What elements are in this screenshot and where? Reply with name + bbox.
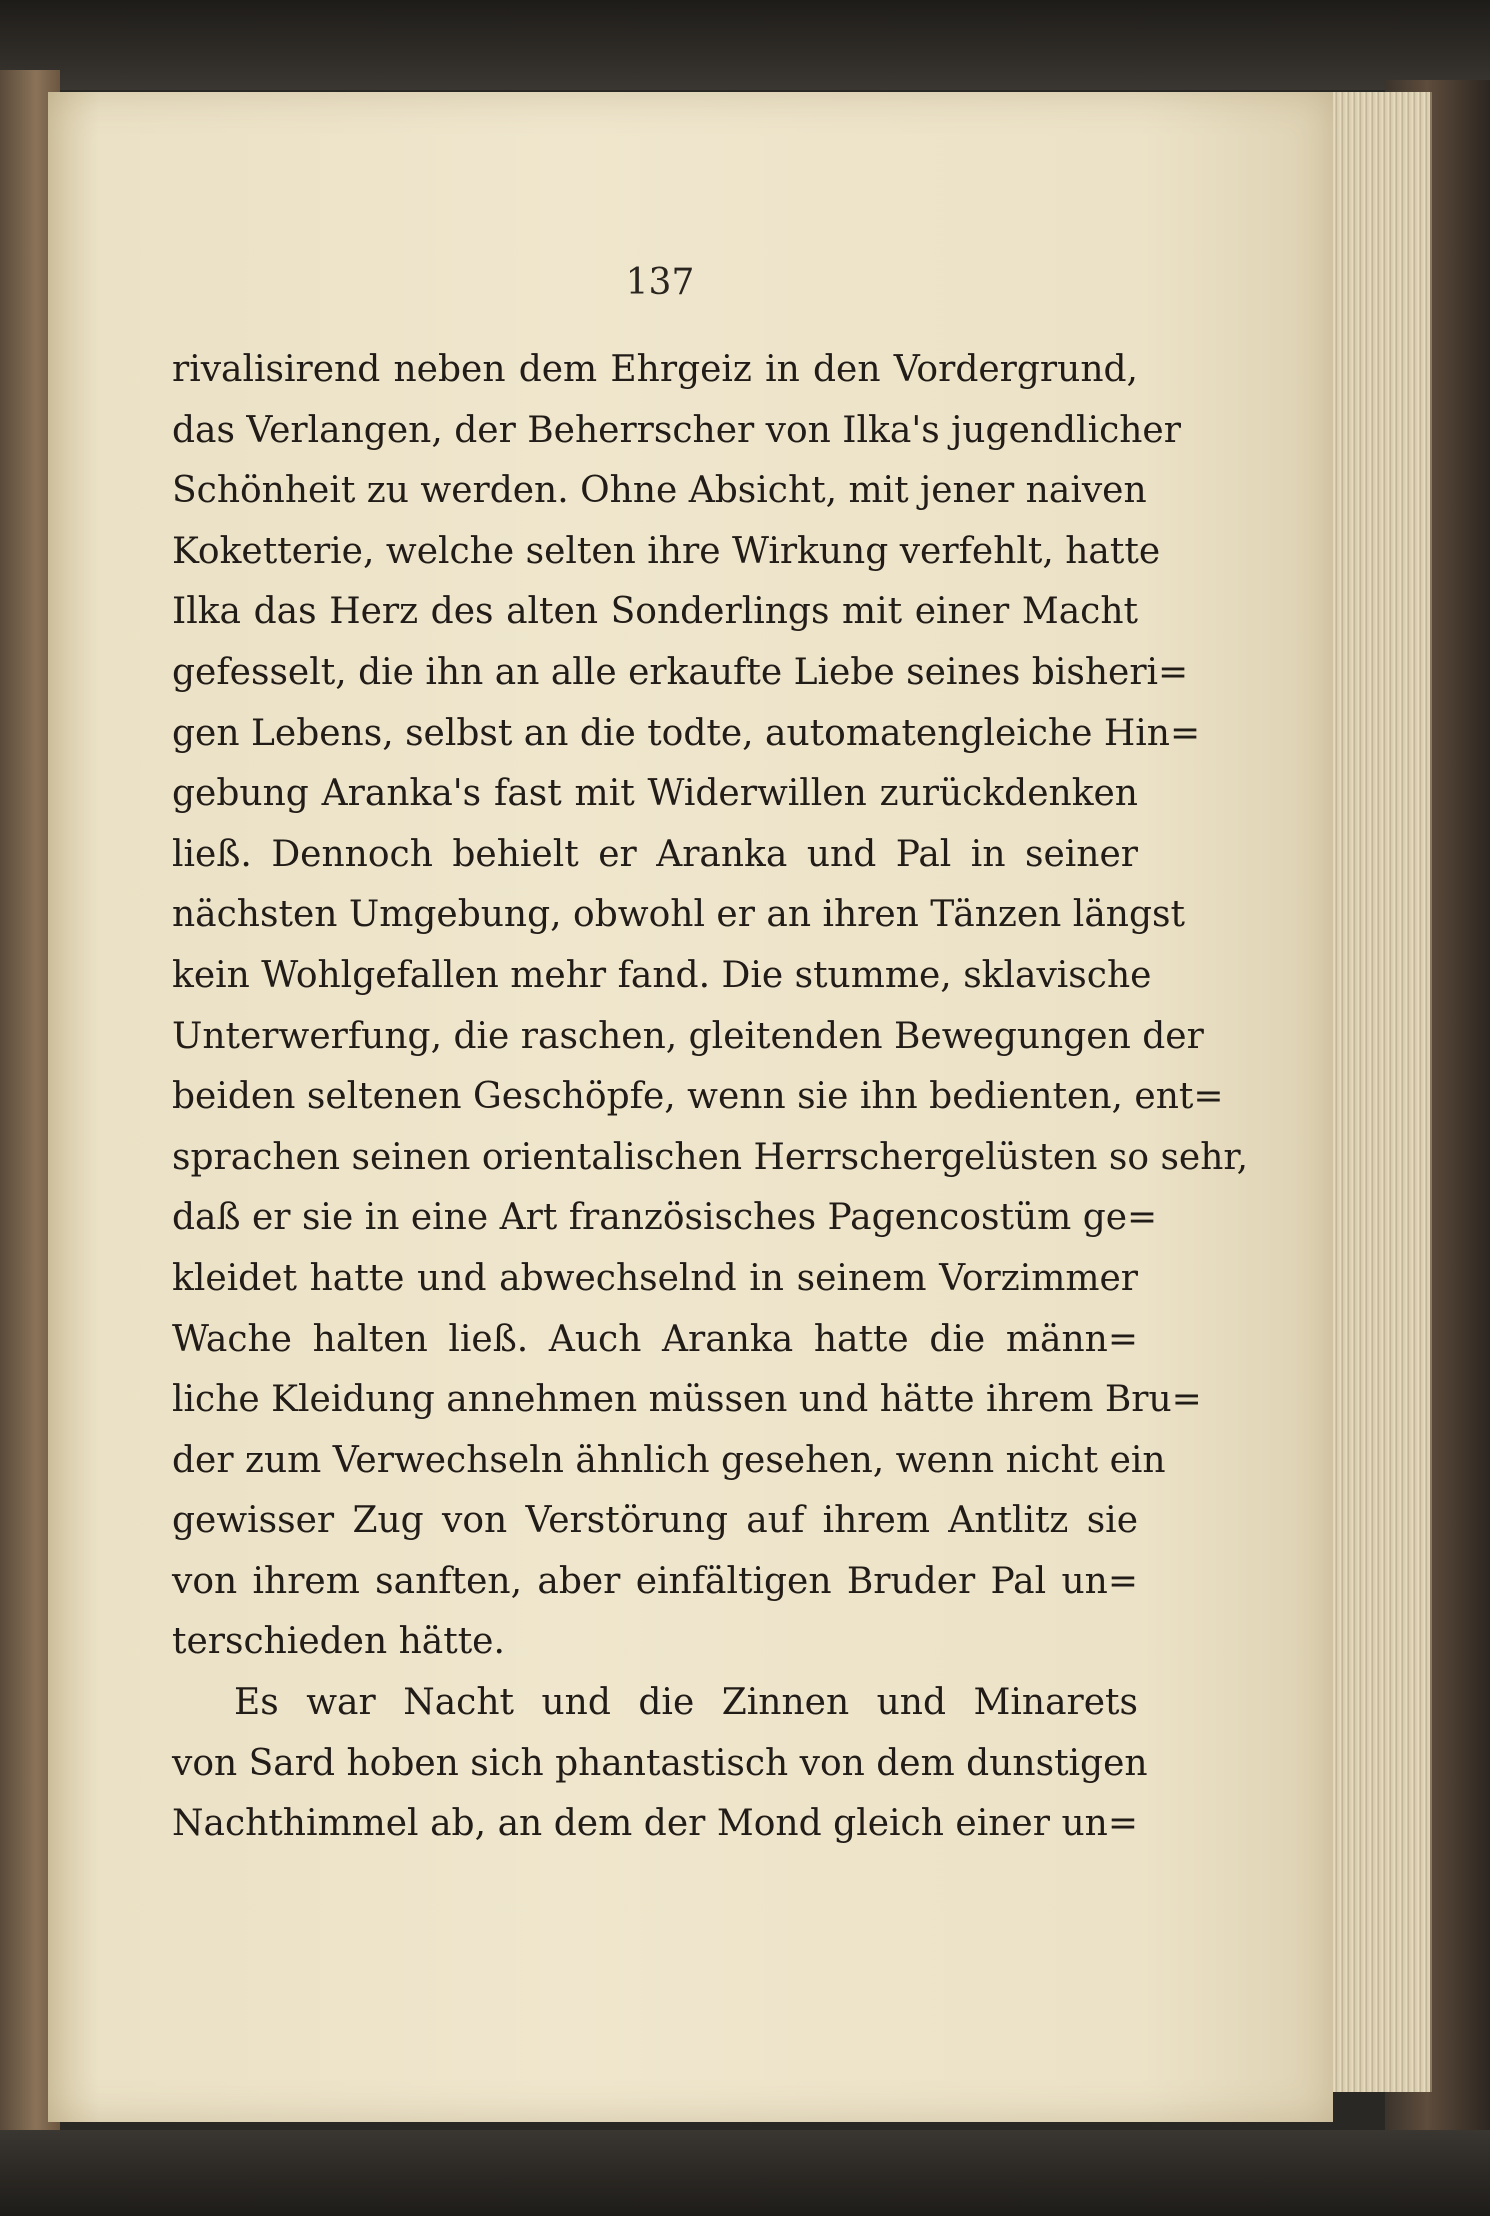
text-line: Ilka das Herz des alten Sonderlings mit einer Macht — [172, 591, 1138, 633]
text-line: gefesselt, die ihn an alle erkaufte Liebe seines bisheri= — [172, 651, 1189, 693]
text-line: von Sard hoben sich phantastisch von dem dunstigen — [172, 1742, 1148, 1784]
text-line: gen Lebens, selbst an die todte, automatengleiche Hin= — [172, 712, 1201, 754]
text-line: Unterwerfung, die raschen, gleitenden Bewegungen der — [172, 1015, 1204, 1057]
text-line: gebung Aranka's fast mit Widerwillen zurückdenken — [172, 773, 1138, 815]
text-line: terschieden hätte. — [172, 1621, 505, 1663]
text-line: Koketterie, welche selten ihre Wirkung verfehlt, hatte — [172, 530, 1161, 572]
text-line: ließ. Dennoch behielt er Aranka und Pal in seiner — [172, 833, 1138, 875]
text-line: liche Kleidung annehmen müssen und hätte ihrem Bru= — [172, 1379, 1202, 1421]
text-line: Es war Nacht und die Zinnen und Minarets — [234, 1682, 1138, 1724]
text-line: sprachen seinen orientalischen Herrschergelüsten so sehr, — [172, 1136, 1249, 1178]
body-text — [172, 340, 1249, 1855]
text-line: Wache halten ließ. Auch Aranka hatte die männ= — [172, 1318, 1138, 1360]
scan-background-top — [0, 0, 1490, 90]
text-line: rivalisirend neben dem Ehrgeiz in den Vordergrund, — [172, 349, 1138, 390]
paragraph-1 — [172, 340, 1249, 1673]
text-line: daß er sie in eine Art französisches Pagencostüm ge= — [172, 1197, 1158, 1239]
text-line: gewisser Zug von Verstörung auf ihrem Antlitz sie — [172, 1500, 1138, 1542]
text-line: der zum Verwechseln ähnlich gesehen, wenn nicht ein — [172, 1439, 1166, 1481]
page-edges — [1320, 92, 1432, 2092]
text-line: Schönheit zu werden. Ohne Absicht, mit jener naiven — [172, 470, 1147, 512]
text-line: kleidet hatte und abwechselnd in seinem Vorzimmer — [172, 1257, 1138, 1299]
text-line: von ihrem sanften, aber einfältigen Bruder Pal un= — [172, 1560, 1138, 1602]
text-line: das Verlangen, der Beherrscher von Ilka's jugendlicher — [172, 409, 1181, 451]
text-line: Nachthimmel ab, an dem der Mond gleich einer un= — [172, 1803, 1138, 1845]
text-line: nächsten Umgebung, obwohl er an ihren Tänzen längst — [172, 894, 1185, 936]
text-line: kein Wohlgefallen mehr fand. Die stumme, sklavische — [172, 954, 1152, 996]
paragraph-2 — [172, 1673, 1148, 1855]
text-line: beiden seltenen Geschöpfe, wenn sie ihn bedienten, ent= — [172, 1076, 1224, 1118]
scan-background-bottom — [0, 2130, 1490, 2216]
page-number: 137 — [625, 262, 695, 303]
